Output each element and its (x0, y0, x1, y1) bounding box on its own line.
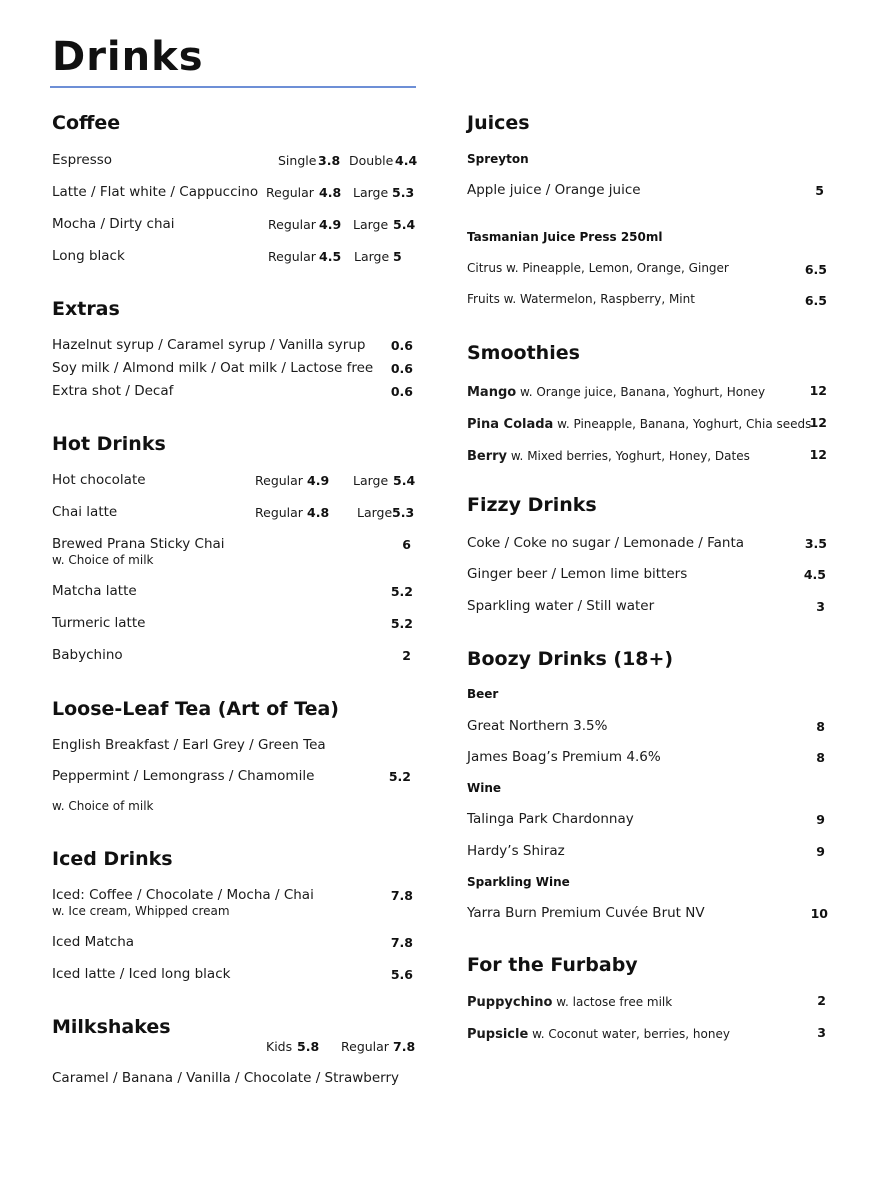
tea-heading: Loose-Leaf Tea (Art of Tea) (52, 698, 339, 720)
wine-item-1-price: 9 (816, 812, 825, 827)
pupsicle (467, 1023, 730, 1042)
long-black-name: Long black (52, 248, 125, 264)
fizzy-item-2-name: Ginger beer / Lemon lime bitters (467, 566, 688, 582)
tea-note: w. Choice of milk (52, 799, 154, 813)
fizzy-item-2-price: 4.5 (803, 567, 826, 582)
pupsicle-desc: w. Coconut water, berries, honey (528, 1027, 730, 1041)
latte-large-price: 5.3 (392, 185, 415, 200)
page-title: Drinks (52, 34, 204, 80)
extras-heading: Extras (52, 298, 120, 320)
iced-item-1-price: 7.8 (390, 888, 413, 903)
beer-item-2-name: James Boag’s Premium 4.6% (467, 749, 661, 765)
smoothie-mango-name: Mango (467, 385, 517, 400)
milkshake-flavours: Caramel / Banana / Vanilla / Chocolate / Strawberry (52, 1070, 399, 1086)
iced-item-2-price: 7.8 (390, 935, 413, 950)
latte-regular-label: Regular (266, 185, 314, 200)
pupsicle-price: 3 (817, 1025, 826, 1040)
prana-chai-price: 6 (402, 537, 411, 552)
iced-item-3-price: 5.6 (390, 967, 413, 982)
mocha-large-price: 5.4 (393, 217, 416, 232)
fizzy-item-3-price: 3 (816, 599, 825, 614)
extras-item: Extra shot / Decaf (52, 383, 174, 399)
chai-latte-regular-label: Regular (255, 505, 303, 520)
extras-price: 0.6 (390, 384, 413, 399)
apple-orange-juice-price: 5 (815, 183, 824, 198)
extras-price: 0.6 (390, 361, 413, 376)
iced-heading: Iced Drinks (52, 848, 173, 870)
hot-chocolate-large-price: 5.4 (393, 473, 416, 488)
sparkling-wine-item-price: 10 (810, 906, 828, 921)
mocha-name: Mocha / Dirty chai (52, 216, 175, 232)
smoothie-pina-colada (467, 413, 811, 432)
fizzy-item-1-name: Coke / Coke no sugar / Lemonade / Fanta (467, 535, 745, 551)
iced-item-1-name: Iced: Coffee / Chocolate / Mocha / Chai (52, 887, 314, 903)
babychino-name: Babychino (52, 647, 123, 663)
wine-item-2-price: 9 (816, 844, 825, 859)
mocha-large-label: Large (353, 217, 389, 232)
turmeric-latte-price: 5.2 (390, 616, 413, 631)
matcha-latte-name: Matcha latte (52, 583, 137, 599)
espresso-double-label: Double (349, 153, 394, 168)
fizzy-heading: Fizzy Drinks (467, 494, 597, 516)
juices-heading: Juices (467, 112, 530, 134)
pupsicle-name: Pupsicle (467, 1027, 529, 1042)
beer-item-1-price: 8 (816, 719, 825, 734)
long-black-regular-label: Regular (268, 249, 316, 264)
tea-line-1: English Breakfast / Earl Grey / Green Tea (52, 737, 326, 753)
puppychino (467, 991, 672, 1010)
espresso-name: Espresso (52, 152, 113, 168)
milkshake-regular-price: 7.8 (393, 1039, 416, 1054)
long-black-large-label: Large (354, 249, 390, 264)
hot-chocolate-name: Hot chocolate (52, 472, 146, 488)
apple-orange-juice-name: Apple juice / Orange juice (467, 182, 641, 198)
puppychino-desc: w. lactose free milk (552, 995, 673, 1009)
fruits-juice-price: 6.5 (804, 293, 827, 308)
smoothie-mango-price: 12 (809, 383, 827, 398)
iced-item-1-note: w. Ice cream, Whipped cream (52, 904, 230, 918)
puppychino-name: Puppychino (467, 995, 553, 1010)
milkshake-regular-label: Regular (341, 1039, 389, 1054)
iced-item-2-name: Iced Matcha (52, 934, 135, 950)
wine-subheading: Wine (467, 781, 502, 795)
tea-price: 5.2 (388, 769, 411, 784)
extras-item: Hazelnut syrup / Caramel syrup / Vanilla syrup (52, 337, 366, 353)
espresso-double-price: 4.4 (395, 153, 418, 168)
hot-chocolate-large-label: Large (353, 473, 389, 488)
latte-name: Latte / Flat white / Cappuccino (52, 184, 259, 200)
title-underline (50, 86, 416, 88)
smoothie-pina-colada-price: 12 (809, 415, 827, 430)
fizzy-item-3-name: Sparkling water / Still water (467, 598, 655, 614)
chai-latte-regular-price: 4.8 (307, 505, 330, 520)
smoothie-mango (467, 381, 765, 400)
puppychino-price: 2 (817, 993, 826, 1008)
prana-chai-note: w. Choice of milk (52, 553, 154, 567)
latte-regular-price: 4.8 (319, 185, 342, 200)
beer-item-2-price: 8 (816, 750, 825, 765)
boozy-heading: Boozy Drinks (18+) (467, 648, 674, 670)
tasmanian-subheading: Tasmanian Juice Press 250ml (467, 230, 663, 244)
citrus-juice-price: 6.5 (804, 262, 827, 277)
coffee-heading: Coffee (52, 112, 121, 134)
milkshake-kids-label: Kids (266, 1039, 293, 1054)
smoothie-berry-desc: w. Mixed berries, Yoghurt, Honey, Dates (507, 449, 750, 463)
milkshakes-heading: Milkshakes (52, 1016, 171, 1038)
beer-subheading: Beer (467, 687, 499, 701)
babychino-price: 2 (402, 648, 411, 663)
fruits-juice-name: Fruits w. Watermelon, Raspberry, Mint (467, 292, 695, 306)
wine-item-1-name: Talinga Park Chardonnay (467, 811, 634, 827)
tea-line-2: Peppermint / Lemongrass / Chamomile (52, 768, 315, 784)
smoothie-berry-price: 12 (809, 447, 827, 462)
smoothie-mango-desc: w. Orange juice, Banana, Yoghurt, Honey (516, 385, 766, 399)
wine-item-2-name: Hardy’s Shiraz (467, 843, 565, 859)
extras-price: 0.6 (390, 338, 413, 353)
mocha-regular-label: Regular (268, 217, 316, 232)
mocha-regular-price: 4.9 (319, 217, 342, 232)
sparkling-wine-subheading: Sparkling Wine (467, 875, 570, 889)
turmeric-latte-name: Turmeric latte (52, 615, 146, 631)
chai-latte-large-label: Large (357, 505, 393, 520)
chai-latte-large-price: 5.3 (392, 505, 415, 520)
espresso-single-label: Single (278, 153, 317, 168)
beer-item-1-name: Great Northern 3.5% (467, 718, 608, 734)
espresso-single-price: 3.8 (318, 153, 341, 168)
latte-large-label: Large (353, 185, 389, 200)
smoothies-heading: Smoothies (467, 342, 580, 364)
hot-chocolate-regular-label: Regular (255, 473, 303, 488)
chai-latte-name: Chai latte (52, 504, 118, 520)
smoothie-pina-colada-name: Pina Colada (467, 417, 554, 432)
matcha-latte-price: 5.2 (390, 584, 413, 599)
prana-chai-name: Brewed Prana Sticky Chai (52, 536, 225, 552)
spreyton-subheading: Spreyton (467, 152, 529, 166)
extras-item: Soy milk / Almond milk / Oat milk / Lactose free (52, 360, 374, 376)
hot-chocolate-regular-price: 4.9 (307, 473, 330, 488)
milkshake-kids-price: 5.8 (297, 1039, 320, 1054)
sparkling-wine-item-name: Yarra Burn Premium Cuvée Brut NV (467, 905, 705, 921)
citrus-juice-name: Citrus w. Pineapple, Lemon, Orange, Ginger (467, 261, 729, 275)
fizzy-item-1-price: 3.5 (804, 536, 827, 551)
iced-item-3-name: Iced latte / Iced long black (52, 966, 231, 982)
smoothie-pina-colada-desc: w. Pineapple, Banana, Yoghurt, Chia seeds (553, 417, 812, 431)
smoothie-berry-name: Berry (467, 449, 508, 464)
long-black-large-price: 5 (393, 249, 402, 264)
smoothie-berry (467, 445, 750, 464)
hot-drinks-heading: Hot Drinks (52, 433, 166, 455)
furbaby-heading: For the Furbaby (467, 954, 638, 976)
long-black-regular-price: 4.5 (319, 249, 342, 264)
